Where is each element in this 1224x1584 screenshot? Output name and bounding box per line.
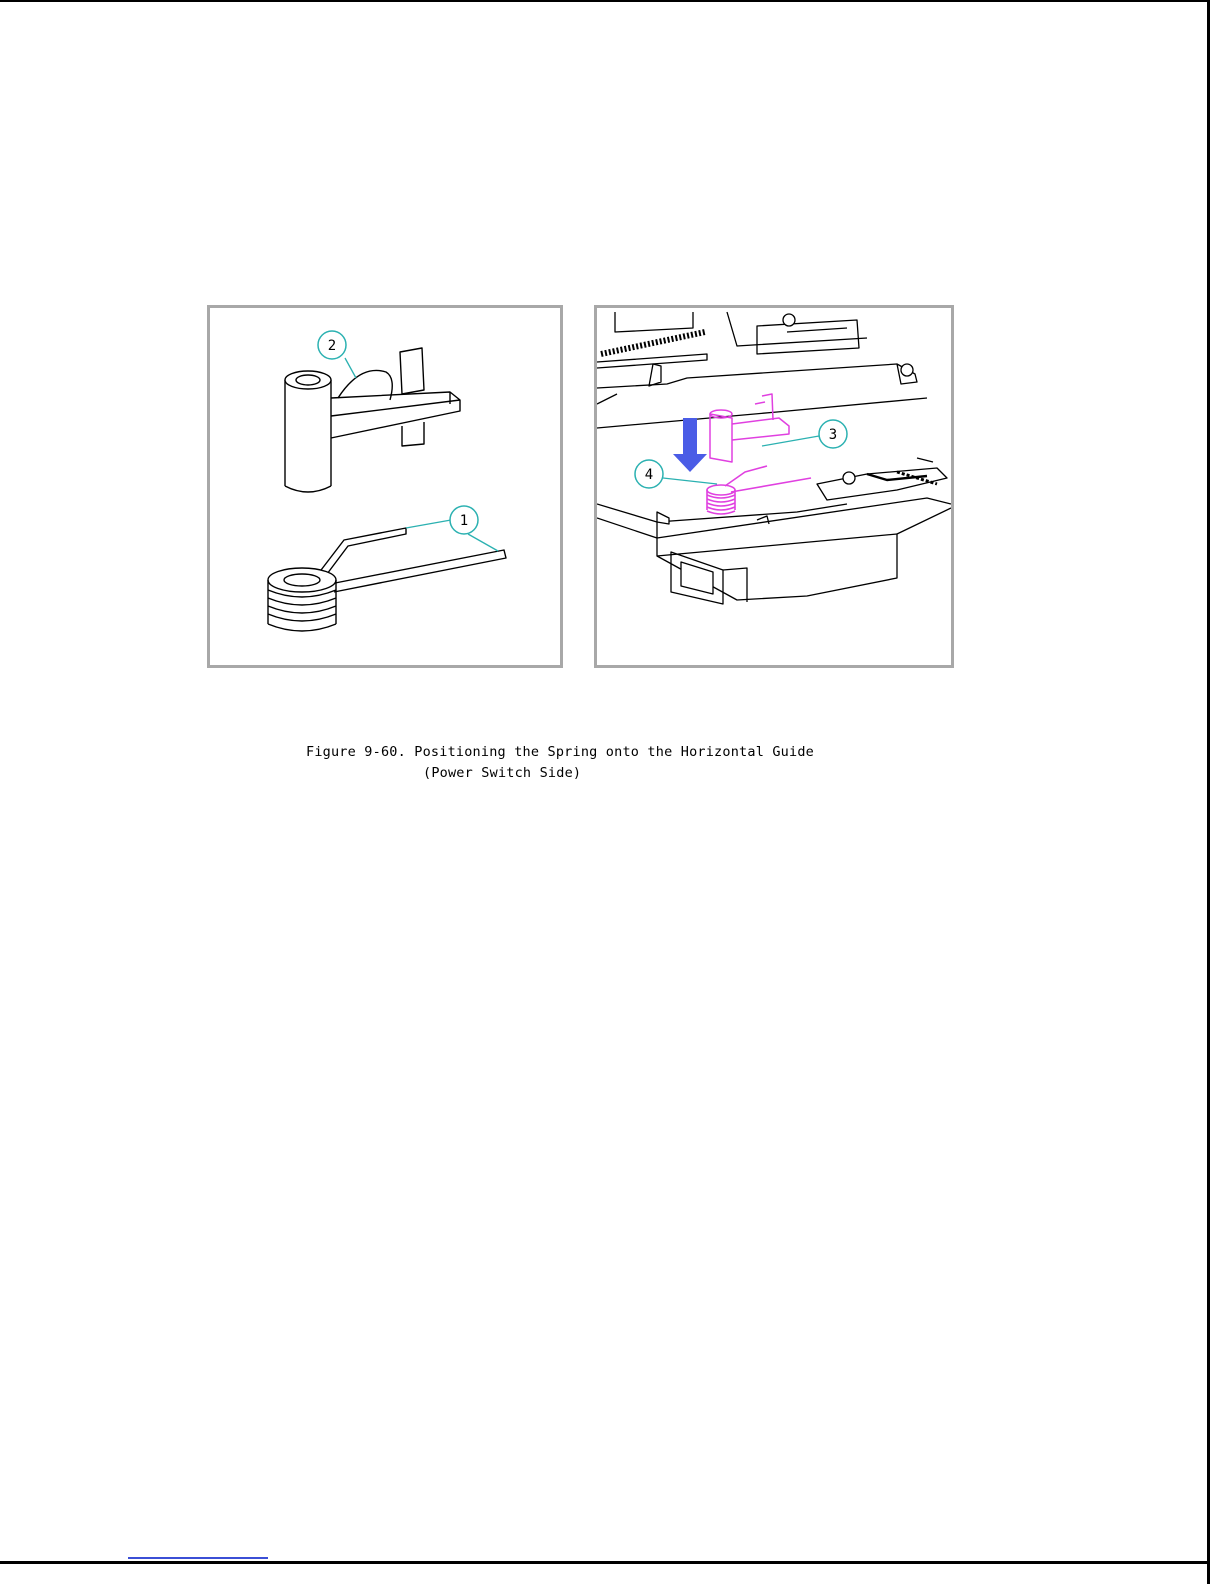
chassis-installation-drawing <box>597 308 951 665</box>
top-rule <box>0 0 1210 2</box>
footer-link-underline[interactable] <box>128 1557 268 1559</box>
spring-guide-drawing <box>210 308 560 665</box>
callout-2 <box>318 331 346 359</box>
callout-3 <box>819 420 847 448</box>
spring-highlight <box>707 466 811 514</box>
guide-highlight <box>710 394 789 462</box>
callout-4-label: 4 <box>644 467 654 483</box>
figure-panel-spring-detail <box>207 305 563 668</box>
figure-panel-installation <box>594 305 954 668</box>
callout-3-label: 3 <box>828 427 838 443</box>
bottom-rule <box>0 1561 1210 1564</box>
callout-1 <box>450 506 478 534</box>
figure-caption-title: Figure 9-60. Positioning the Spring onto the Horizontal Guide <box>306 744 814 760</box>
insert-direction-arrow-icon <box>673 418 707 472</box>
callout-1-label: 1 <box>459 513 469 529</box>
callout-4 <box>635 460 663 488</box>
right-rule <box>1207 0 1210 1584</box>
callout-2-label: 2 <box>327 338 337 354</box>
figure-caption-subtitle: (Power Switch Side) <box>423 765 582 781</box>
